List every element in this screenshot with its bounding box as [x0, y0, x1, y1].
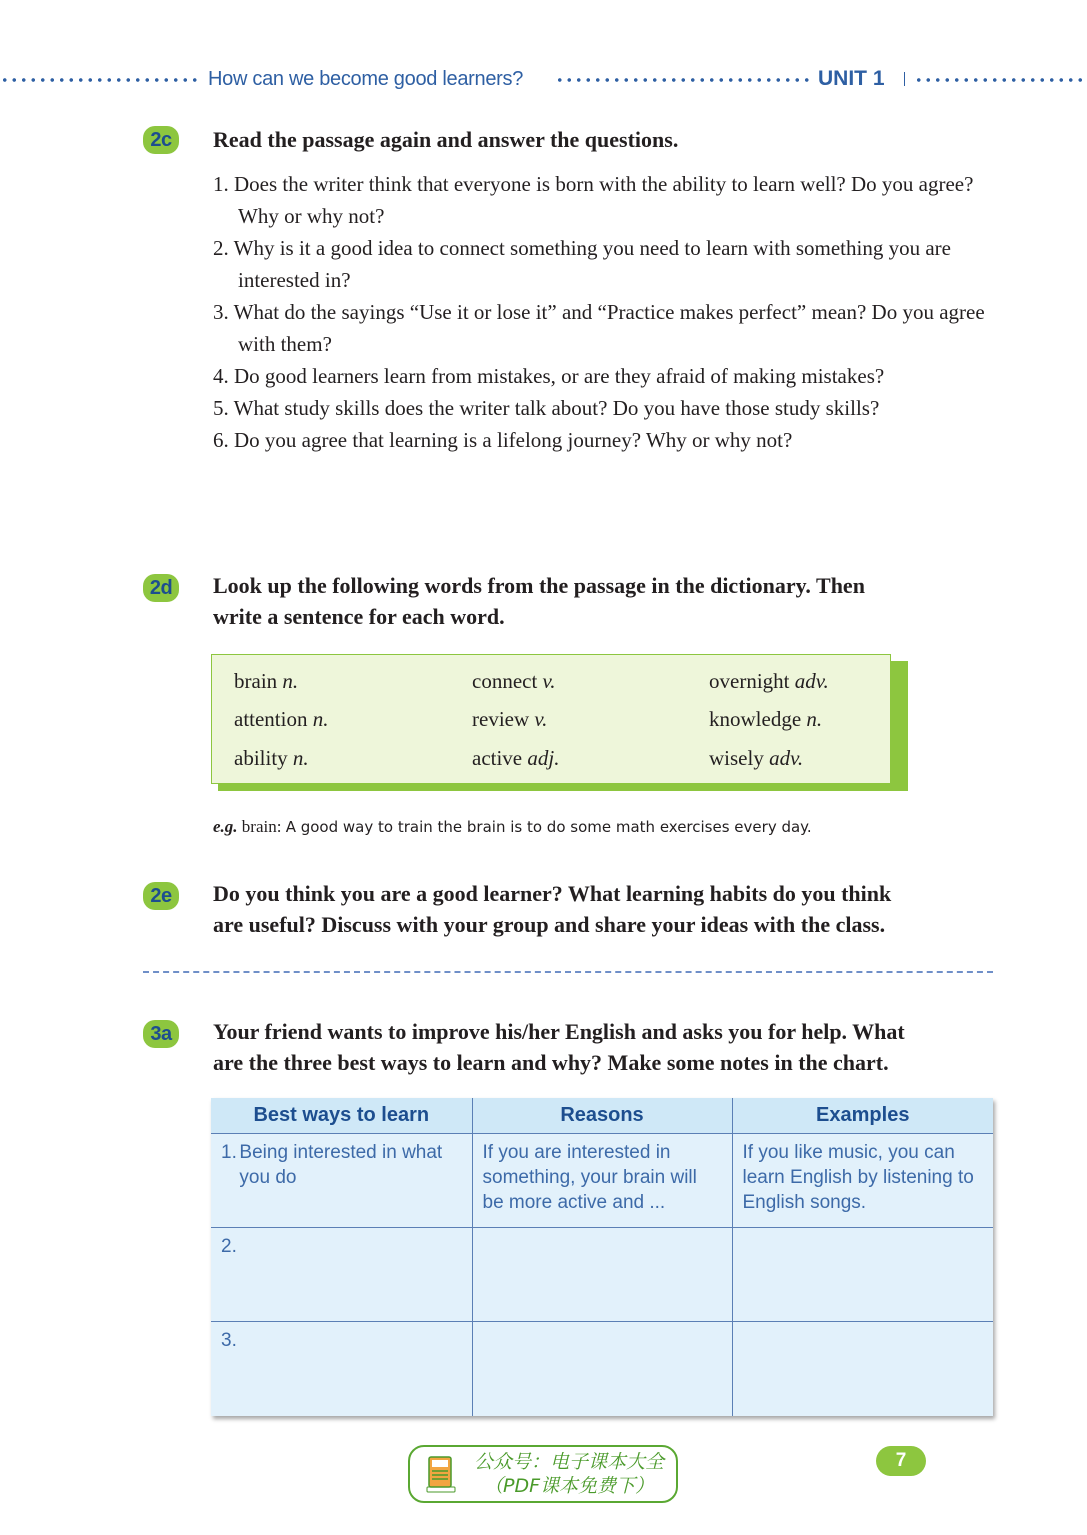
- vocab-word-active: active adj.: [472, 746, 560, 770]
- vocab-word-wisely: wisely adv.: [709, 746, 804, 770]
- table-header-row: [211, 1098, 993, 1134]
- section-2e-heading-line2: are useful? Discuss with your group and share your ideas with the class.: [213, 912, 886, 937]
- vocab-word-overnight: overnight adv.: [709, 669, 829, 693]
- section-3a-heading-line1: Your friend wants to improve his/her English and asks you for help. What: [213, 1019, 905, 1044]
- vocabulary-box: [211, 654, 891, 784]
- row-number: 1.: [221, 1142, 237, 1163]
- header-dots-left: [0, 70, 202, 90]
- section-badge-2e: 2e: [143, 882, 179, 910]
- section-badge-3a: 3a: [143, 1020, 179, 1048]
- table-cell-way[interactable]: [211, 1322, 472, 1416]
- notes-chart: [211, 1098, 993, 1416]
- stamp-text: [464, 1450, 674, 1498]
- section-badge-2d: 2d: [143, 574, 179, 602]
- way-text: Being interested in what you do: [239, 1142, 443, 1188]
- table-cell-example[interactable]: [732, 1322, 993, 1416]
- question-item: 5. What study skills does the writer talk about? Do you have those study skills?: [213, 396, 880, 420]
- vocab-word-attention: attention n.: [234, 707, 329, 731]
- page-number: 7: [876, 1446, 926, 1476]
- table-cell-way[interactable]: [211, 1134, 472, 1228]
- header-dots-middle: [555, 70, 811, 90]
- vocab-word-connect: connect v.: [472, 669, 556, 693]
- table-cell-reason[interactable]: If you are interested in something, your brain will be more active and ...: [472, 1134, 732, 1228]
- table-cell-way[interactable]: [211, 1228, 472, 1322]
- example-text: A good way to train the brain is to do some math exercises every day.: [285, 818, 812, 836]
- page-header-title: How can we become good learners?: [208, 68, 524, 90]
- vocab-word-review: review v.: [472, 707, 548, 731]
- textbook-icon: [426, 1455, 456, 1493]
- example-sentence: [213, 813, 812, 841]
- row-number: 2.: [221, 1236, 237, 1258]
- question-item: 1. Does the writer think that everyone is born with the ability to learn well? Do you agree? Why or why not?: [213, 172, 974, 228]
- row-number: 3.: [221, 1330, 237, 1352]
- column-header-reasons: Reasons: [472, 1098, 732, 1134]
- example-word: brain:: [241, 817, 282, 836]
- question-item: 2. Why is it a good idea to connect something you need to learn with something you are interested in?: [213, 236, 951, 292]
- question-item: 4. Do good learners learn from mistakes, or are they afraid of making mistakes?: [213, 364, 885, 388]
- section-2d-heading-line2: write a sentence for each word.: [213, 604, 505, 629]
- table-row: [211, 1134, 993, 1228]
- section-2d-heading-line1: Look up the following words from the passage in the dictionary. Then: [213, 573, 865, 598]
- header-divider: [904, 72, 905, 86]
- table-cell-reason[interactable]: [472, 1228, 732, 1322]
- question-list: [213, 168, 1003, 456]
- table-cell-reason[interactable]: [472, 1322, 732, 1416]
- section-2e-heading-line1: Do you think you are a good learner? What learning habits do you think: [213, 881, 892, 906]
- table-row: [211, 1322, 993, 1416]
- table-cell-example[interactable]: [732, 1228, 993, 1322]
- vocab-word-knowledge: knowledge n.: [709, 707, 823, 731]
- question-item: 3. What do the sayings “Use it or lose it” and “Practice makes perfect” mean? Do you agree with them?: [213, 300, 985, 356]
- section-2c-heading: Read the passage again and answer the questions.: [213, 127, 679, 152]
- header-dots-right: [914, 70, 1087, 90]
- vocab-word-brain: brain n.: [234, 669, 299, 693]
- unit-label: UNIT 1: [818, 67, 885, 90]
- section-3a-heading-line2: are the three best ways to learn and why? Make some notes in the chart.: [213, 1050, 889, 1075]
- stamp-line1: 公众号：电子课本大全: [473, 1451, 664, 1473]
- watermark-stamp: [408, 1445, 678, 1503]
- question-item: 6. Do you agree that learning is a lifelong journey? Why or why not?: [213, 428, 793, 452]
- vocab-word-ability: ability n.: [234, 746, 309, 770]
- example-label: e.g.: [213, 817, 238, 836]
- section-divider: [143, 971, 993, 973]
- column-header-ways: Best ways to learn: [211, 1098, 472, 1134]
- table-cell-example[interactable]: If you like music, you can learn English by listening to English songs.: [732, 1134, 993, 1228]
- stamp-line2: （PDF课本免费下）: [483, 1475, 655, 1497]
- table-row: [211, 1228, 993, 1322]
- column-header-examples: Examples: [732, 1098, 993, 1134]
- section-badge-2c: 2c: [143, 126, 179, 154]
